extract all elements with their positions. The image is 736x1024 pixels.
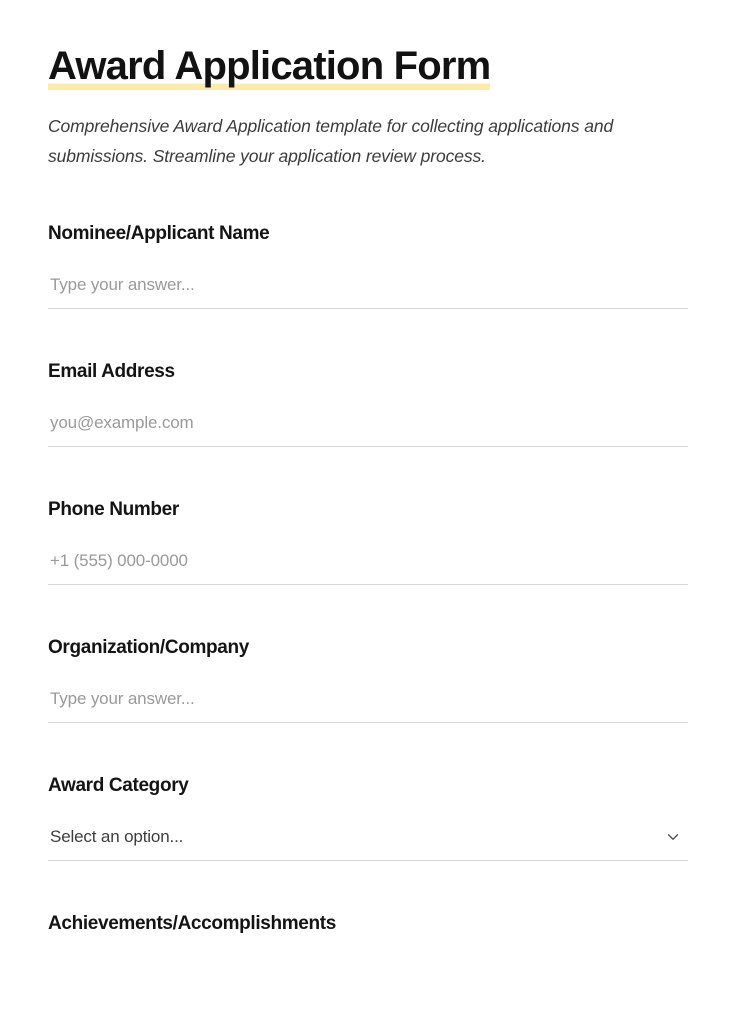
- form-description: Comprehensive Award Application template for collecting applications and submissions. Streamline your application review process.: [48, 115, 614, 166]
- organization-input[interactable]: [48, 689, 688, 723]
- field-label: Organization/Company: [48, 636, 249, 658]
- field-organization-company: [48, 637, 688, 723]
- field-achievements-accomplishments: [48, 913, 688, 935]
- field-label: Phone Number: [48, 498, 179, 520]
- field-phone-number: [48, 499, 688, 585]
- field-label: Award Category: [48, 774, 189, 796]
- field-label: Achievements/Accomplishments: [48, 912, 336, 934]
- award-category-select[interactable]: [48, 827, 688, 861]
- email-field[interactable]: [48, 413, 688, 447]
- phone-field[interactable]: [48, 551, 688, 585]
- nominee-name-input[interactable]: [48, 275, 688, 309]
- field-award-category: [48, 775, 688, 861]
- chevron-down-icon: [664, 828, 682, 846]
- page-title-wrap: [48, 44, 688, 89]
- field-label: Nominee/Applicant Name: [48, 222, 270, 244]
- award-category-selected-value: Select an option...: [50, 826, 184, 846]
- field-nominee-applicant-name: [48, 223, 688, 309]
- form-header: [48, 44, 688, 171]
- field-label: Email Address: [48, 360, 175, 382]
- field-email-address: [48, 361, 688, 447]
- page-title: Award Application Form: [48, 44, 491, 88]
